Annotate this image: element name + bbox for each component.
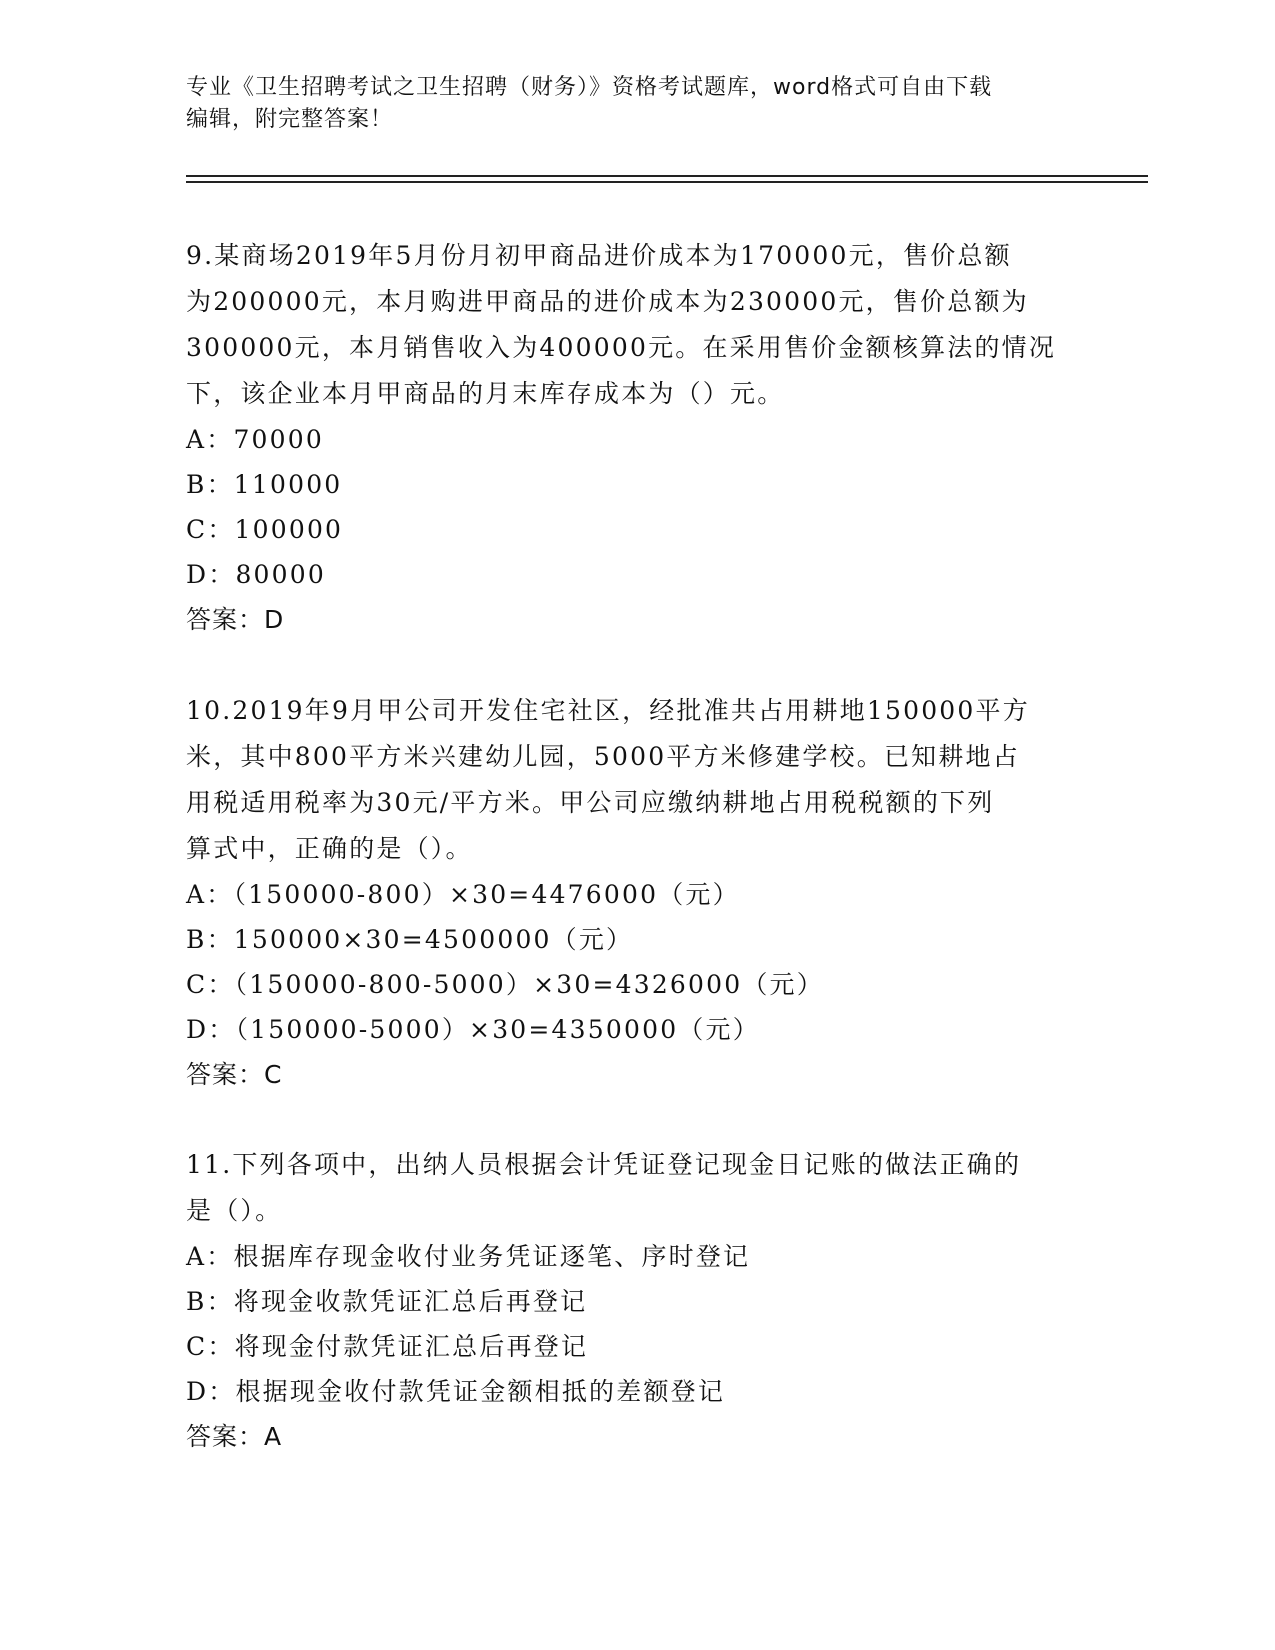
option-b: B：150000×30=4500000（元） xyxy=(186,925,634,954)
option-d: D：根据现金收付款凭证金额相抵的差额登记 xyxy=(186,1377,726,1406)
question-stem-line: 下，该企业本月甲商品的月末库存成本为（）元。 xyxy=(186,379,785,408)
option-b: B：将现金收款凭证汇总后再登记 xyxy=(186,1287,588,1316)
option-d: D：80000 xyxy=(186,560,326,589)
header-divider-bottom xyxy=(186,181,1148,183)
question-stem-line: 用税适用税率为30元/平方米。甲公司应缴纳耕地占用税税额的下列 xyxy=(186,788,995,817)
question-stem-line: 11.下列各项中，出纳人员根据会计凭证登记现金日记账的做法正确的 xyxy=(186,1150,1022,1179)
header-line-1: 专业《卫生招聘考试之卫生招聘（财务）》资格考试题库，word格式可自由下载 xyxy=(186,75,993,100)
option-d: D：（150000-5000）×30=4350000（元） xyxy=(186,1015,760,1044)
question-stem-line: 300000元，本月销售收入为400000元。在采用售价金额核算法的情况 xyxy=(186,333,1057,362)
question-stem-line: 为200000元，本月购进甲商品的进价成本为230000元，售价总额为 xyxy=(186,287,1029,316)
answer-label: 答案：D xyxy=(186,605,285,634)
question-stem-line: 算式中，正确的是（）。 xyxy=(186,834,473,863)
header-divider-top xyxy=(186,175,1148,177)
option-c: C：100000 xyxy=(186,515,344,544)
option-a: A：根据库存现金收付业务凭证逐笔、序时登记 xyxy=(186,1242,751,1271)
question-10 xyxy=(186,688,1086,1098)
document-header xyxy=(186,72,1086,136)
option-a: A：（150000-800）×30=4476000（元） xyxy=(186,880,740,909)
question-stem-line: 10.2019年9月甲公司开发住宅社区，经批准共占用耕地150000平方 xyxy=(186,696,1030,725)
option-c: C：将现金付款凭证汇总后再登记 xyxy=(186,1332,589,1361)
question-stem-line: 米，其中800平方米兴建幼儿园，5000平方米修建学校。已知耕地占 xyxy=(186,742,1020,771)
question-stem-line: 是（）。 xyxy=(186,1196,283,1225)
answer-label: 答案：C xyxy=(186,1060,283,1089)
option-a: A：70000 xyxy=(186,425,324,454)
header-line-2: 编辑，附完整答案！ xyxy=(186,107,394,132)
question-9 xyxy=(186,233,1086,643)
answer-label: 答案：A xyxy=(186,1422,283,1451)
option-c: C：（150000-800-5000）×30=4326000（元） xyxy=(186,970,824,999)
question-11 xyxy=(186,1142,1086,1460)
option-b: B：110000 xyxy=(186,470,343,499)
question-stem-line: 9.某商场2019年5月份月初甲商品进价成本为170000元，售价总额 xyxy=(186,241,1012,270)
